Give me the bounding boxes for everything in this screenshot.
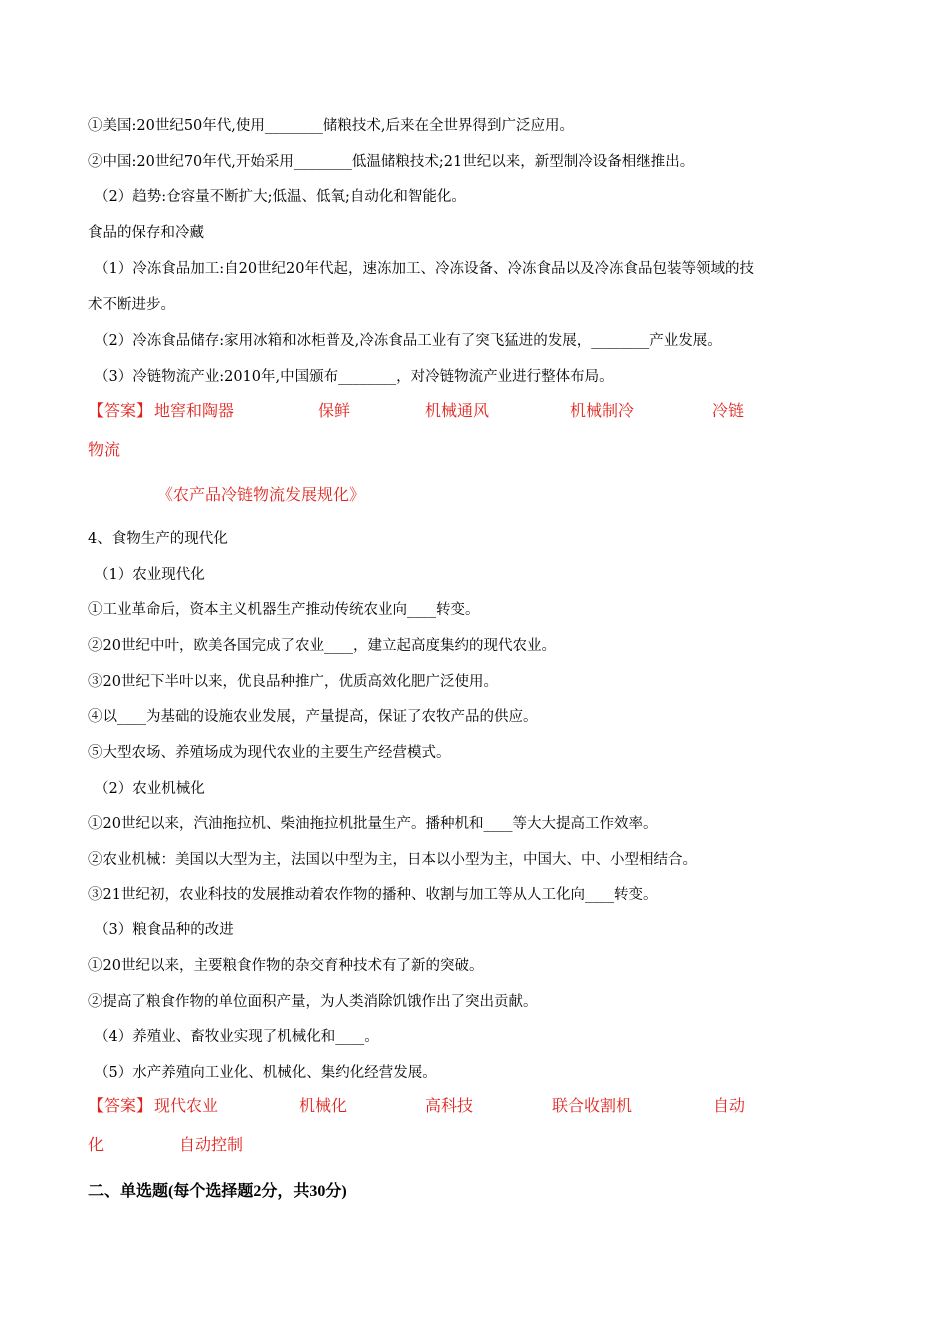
text-line: （2）趋势:仓容量不断扩大;低温、低氧;自动化和智能化。	[94, 189, 466, 205]
answer-item: 机械通风	[425, 403, 490, 420]
text-line: ③20世纪下半叶以来，优良品种推广，优质高效化肥广泛使用。	[88, 674, 498, 690]
answer-item: 保鲜	[318, 403, 351, 420]
sub-heading: （1）农业现代化	[94, 567, 205, 583]
answer-label: 【答案】	[88, 1098, 153, 1115]
text-line: （3）冷链物流产业:2010年,中国颁布________，对冷链物流产业进行整体布局。	[94, 369, 614, 385]
text-line: ①20世纪以来，主要粮食作物的杂交育种技术有了新的突破。	[88, 958, 484, 974]
answer-item: 《农产品冷链物流发展规化》	[157, 487, 366, 504]
answer-item: 高科技	[425, 1098, 474, 1115]
answer-item: 自动	[713, 1098, 746, 1115]
text-line: 术不断进步。	[88, 297, 175, 313]
text-line: （2）冷冻食品储存:家用冰箱和冰柜普及,冷冻食品工业有了突飞猛进的发展，________产业发展。	[94, 333, 722, 349]
answer-item: 机械化	[299, 1098, 348, 1115]
section-heading: 食品的保存和冷藏	[88, 225, 204, 241]
answer-item: 自动控制	[179, 1137, 244, 1154]
sub-heading: （2）农业机械化	[94, 781, 205, 797]
answer-continued: 物流	[88, 442, 121, 459]
answer-row	[88, 402, 745, 422]
text-line: ①美国:20世纪50年代,使用________储粮技术,后来在全世界得到广泛应用。	[88, 118, 575, 134]
section-title: 二、单选题(每个选择题2分，共30分)	[88, 1183, 347, 1200]
answer-item: 冷链	[712, 403, 745, 420]
text-line: ①工业革命后，资本主义机器生产推动传统农业向____转变。	[88, 602, 480, 618]
text-line: ③21世纪初，农业科技的发展推动着农作物的播种、收割与加工等从人工化向____转变。	[88, 887, 658, 903]
answer-row	[88, 1097, 746, 1117]
answer-item: 机械制冷	[570, 403, 635, 420]
text-line: ⑤大型农场、养殖场成为现代农业的主要生产经营模式。	[88, 745, 451, 761]
text-line: ①20世纪以来，汽油拖拉机、柴油拖拉机批量生产。播种机和____等大大提高工作效率。	[88, 816, 658, 832]
answer-item: 地窖和陶器	[154, 403, 235, 420]
section-heading: 4、食物生产的现代化	[88, 531, 228, 547]
text-line: ②20世纪中叶，欧美各国完成了农业____，建立起高度集约的现代农业。	[88, 638, 556, 654]
text-line: （5）水产养殖向工业化、机械化、集约化经营发展。	[94, 1065, 437, 1081]
text-line: （4）养殖业、畜牧业实现了机械化和____。	[94, 1029, 379, 1045]
text-line: ④以____为基础的设施农业发展，产量提高，保证了农牧产品的供应。	[88, 709, 538, 725]
text-line: ②中国:20世纪70年代,开始采用________低温储粮技术;21世纪以来，新型制冷设备相继推出。	[88, 154, 695, 170]
answer-continued-text: 化	[88, 1137, 105, 1154]
text-line: ②农业机械：美国以大型为主，法国以中型为主，日本以小型为主，中国大、中、小型相结合。	[88, 852, 697, 868]
text-line: （1）冷冻食品加工:自20世纪20年代起，速冻加工、冷冻设备、冷冻食品以及冷冻食品包装等领域的技	[94, 261, 755, 277]
text-line: ②提高了粮食作物的单位面积产量，为人类消除饥饿作出了突出贡献。	[88, 994, 538, 1010]
answer-continued	[88, 1136, 244, 1156]
answer-label: 【答案】	[88, 403, 153, 420]
answer-item: 现代农业	[154, 1098, 219, 1115]
answer-item: 联合收割机	[552, 1098, 633, 1115]
sub-heading: （3）粮食品种的改进	[94, 922, 234, 938]
